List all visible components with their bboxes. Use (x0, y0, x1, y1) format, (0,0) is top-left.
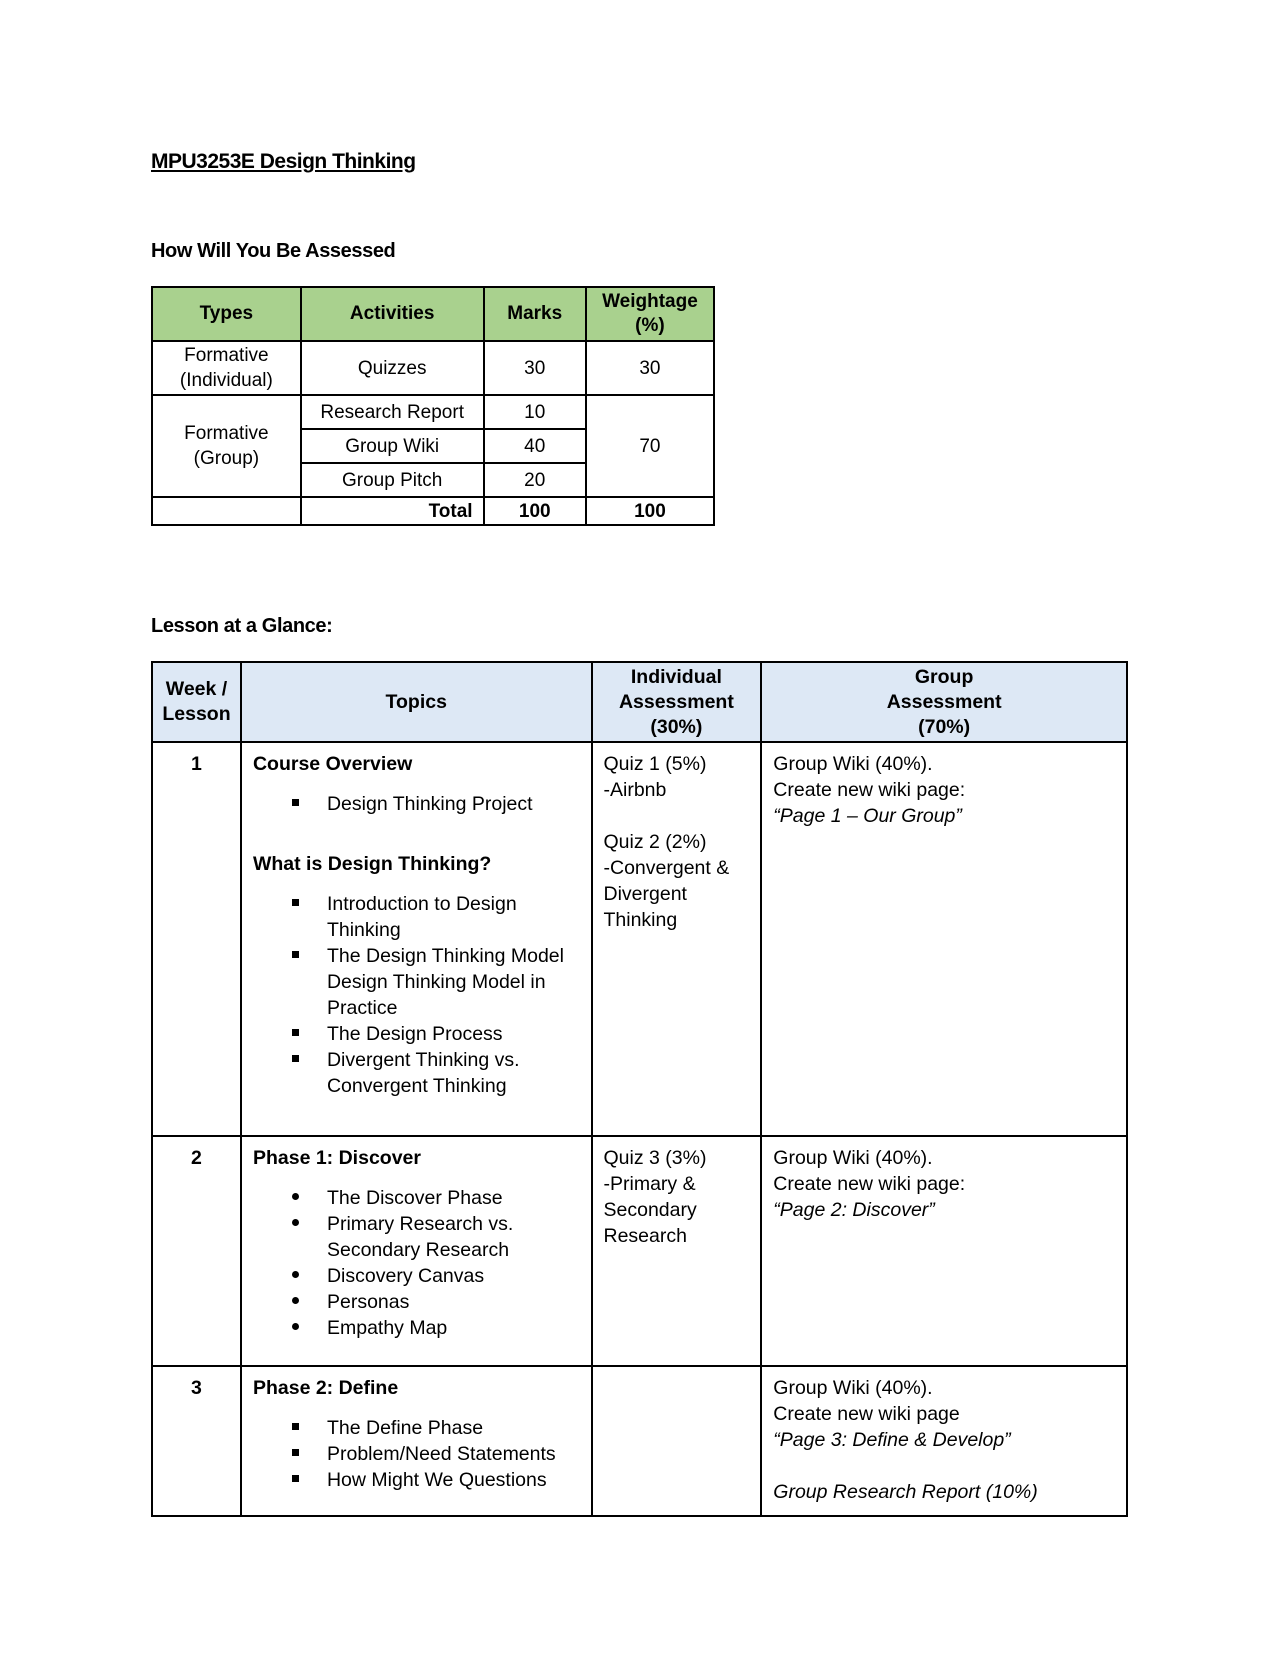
list-item (289, 891, 581, 943)
assessment-table (151, 286, 715, 526)
table-row (152, 341, 714, 395)
lesson-row (152, 1366, 1127, 1516)
assessment-line: Group Wiki (40%). (773, 1147, 933, 1169)
topic-title: Phase 1: Discover (252, 1147, 421, 1169)
total-marks: 100 (484, 497, 586, 525)
assessment-line: Quiz 2 (2%) (603, 831, 707, 853)
list-item (289, 1289, 581, 1315)
assessment-line: Group Wiki (40%). (773, 753, 933, 775)
marks-cell: 40 (484, 429, 586, 463)
week-cell: 2 (152, 1136, 241, 1366)
list-item-text: Introduction to Design Thinking (326, 893, 517, 941)
bullet-square-icon (289, 1467, 303, 1493)
individual-assessment-cell (592, 1136, 762, 1366)
bullet-square-icon (289, 1021, 303, 1047)
total-weight: 100 (586, 497, 714, 525)
activity-cell: Group Pitch (301, 463, 484, 497)
table-row (152, 395, 714, 429)
header-individual: Individual Assessment (30%) (592, 662, 762, 742)
list-item-text: Personas (326, 1291, 410, 1313)
list-item (289, 1263, 581, 1289)
header-marks: Marks (484, 287, 586, 341)
group-assessment-cell (761, 1136, 1127, 1366)
group-assessment-cell (761, 742, 1127, 1136)
activity-cell: Research Report (301, 395, 484, 429)
assessment-line: “Page 1 – Our Group” (773, 805, 962, 827)
bullet-dot-icon (289, 1211, 303, 1237)
bullet-square-icon (289, 1441, 303, 1467)
assessment-line: -Airbnb (603, 779, 667, 801)
assessment-header-row (152, 287, 714, 341)
list-item (289, 791, 581, 817)
assessment-line: -Primary & Secondary Research (603, 1173, 697, 1247)
topic-list (253, 1185, 581, 1341)
weight-cell: 70 (586, 395, 714, 497)
weight-cell: 30 (586, 341, 714, 395)
list-item-text: The Design Thinking Model Design Thinking Model in Practice (326, 945, 564, 1019)
list-item (289, 1211, 581, 1263)
bullet-square-icon (289, 791, 303, 817)
glance-heading: Lesson at a Glance: (151, 615, 333, 637)
group-assessment-cell (761, 1366, 1127, 1516)
list-item (289, 1185, 581, 1211)
total-row (152, 497, 714, 525)
list-item-text: Primary Research vs. Secondary Research (326, 1213, 514, 1261)
header-weightage: Weightage (%) (586, 287, 714, 341)
list-item-text: Design Thinking Project (326, 793, 533, 815)
week-cell: 1 (152, 742, 241, 1136)
type-cell: Formative (Group) (152, 395, 301, 497)
lesson-row (152, 742, 1127, 1136)
header-week: Week / Lesson (152, 662, 241, 742)
list-item (289, 1047, 581, 1099)
topic-title: Phase 2: Define (252, 1377, 399, 1399)
bullet-square-icon (289, 1415, 303, 1441)
lesson-glance-table (151, 661, 1128, 1517)
header-topics: Topics (241, 662, 592, 742)
bullet-dot-icon (289, 1289, 303, 1315)
bullet-square-icon (289, 1047, 303, 1073)
topics-cell (241, 742, 592, 1136)
bullet-square-icon (289, 943, 303, 969)
topic-list (253, 1415, 581, 1493)
list-item-text: Empathy Map (326, 1317, 448, 1339)
header-types: Types (152, 287, 301, 341)
assessment-line: “Page 3: Define & Develop” (773, 1429, 1011, 1451)
bullet-dot-icon (289, 1185, 303, 1211)
list-item (289, 1441, 581, 1467)
assessment-line: Quiz 1 (5%) (603, 753, 707, 775)
list-item (289, 1021, 581, 1047)
assessment-line: Quiz 3 (3%) (603, 1147, 707, 1169)
list-item-text: The Discover Phase (326, 1187, 503, 1209)
topic-list (253, 791, 581, 817)
list-item (289, 943, 581, 1021)
activity-cell: Group Wiki (301, 429, 484, 463)
lesson-row (152, 1136, 1127, 1366)
list-item-text: The Design Process (326, 1023, 503, 1045)
bullet-dot-icon (289, 1315, 303, 1341)
topic-title: What is Design Thinking? (252, 853, 492, 875)
glance-header-row (152, 662, 1127, 742)
individual-assessment-cell (592, 742, 762, 1136)
total-label: Total (301, 497, 484, 525)
marks-cell: 10 (484, 395, 586, 429)
assessment-line: “Page 2: Discover” (773, 1199, 935, 1221)
list-item-text: Discovery Canvas (326, 1265, 485, 1287)
list-item-text: How Might We Questions (326, 1469, 547, 1491)
list-item-text: Problem/Need Statements (326, 1443, 556, 1465)
individual-assessment-cell (592, 1366, 762, 1516)
bullet-square-icon (289, 891, 303, 917)
week-cell: 3 (152, 1366, 241, 1516)
empty-cell (152, 497, 301, 525)
assessment-line: Create new wiki page: (773, 1173, 966, 1195)
header-group: Group Assessment (70%) (761, 662, 1127, 742)
bullet-dot-icon (289, 1263, 303, 1289)
topics-cell (241, 1366, 592, 1516)
topic-list (253, 891, 581, 1099)
list-item-text: The Define Phase (326, 1417, 484, 1439)
document-title: MPU3253E Design Thinking (151, 150, 416, 173)
assessment-line: Group Research Report (10%) (773, 1481, 1038, 1503)
topic-title: Course Overview (252, 753, 413, 775)
type-cell: Formative (Individual) (152, 341, 301, 395)
list-item-text: Divergent Thinking vs. Convergent Thinking (326, 1049, 520, 1097)
list-item (289, 1467, 581, 1493)
marks-cell: 30 (484, 341, 586, 395)
assessment-line: Group Wiki (40%). (773, 1377, 933, 1399)
assessment-line: Create new wiki page: (773, 779, 966, 801)
assessment-heading: How Will You Be Assessed (151, 240, 396, 262)
assessment-line: -Convergent & Divergent Thinking (603, 857, 730, 931)
marks-cell: 20 (484, 463, 586, 497)
activity-cell: Quizzes (301, 341, 484, 395)
list-item (289, 1415, 581, 1441)
header-activities: Activities (301, 287, 484, 341)
list-item (289, 1315, 581, 1341)
assessment-line: Create new wiki page (773, 1403, 960, 1425)
topics-cell (241, 1136, 592, 1366)
